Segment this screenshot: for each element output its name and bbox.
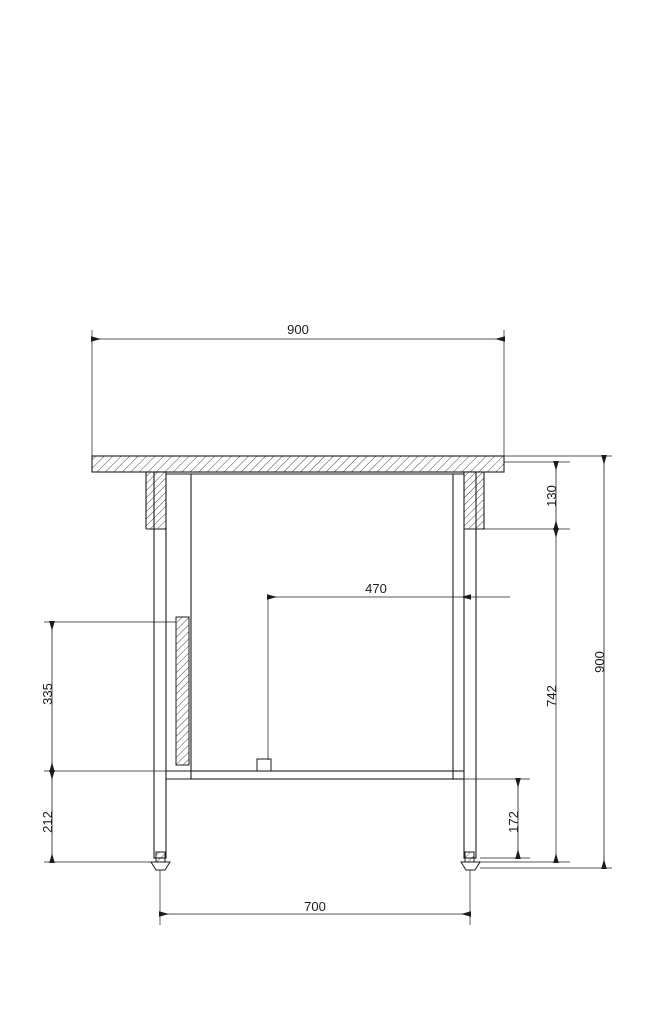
dimension-lower-segment [44, 771, 151, 862]
dimension-label-top-width: 900 [287, 322, 309, 337]
table-geometry [92, 456, 504, 870]
lower-shelf-rail [166, 771, 464, 779]
dimension-label-lower-segment: 212 [40, 811, 55, 833]
dimension-top-width [92, 330, 504, 456]
center-bracket [257, 759, 271, 771]
dimension-label-foot-span: 700 [304, 899, 326, 914]
dimension-label-frame-height: 742 [544, 685, 559, 707]
upper-apron-rail [166, 474, 464, 771]
dimension-foot-span [160, 870, 470, 925]
dimension-label-rail-height: 172 [506, 811, 521, 833]
dimension-label-inner-width: 470 [365, 581, 387, 596]
left-inner-panel [176, 617, 189, 765]
right-leg [464, 472, 484, 858]
dimension-label-total-height: 900 [592, 651, 607, 673]
table-top-slab [92, 456, 504, 472]
dimension-label-top-thickness: 130 [544, 485, 559, 507]
dimension-labels [40, 322, 607, 914]
dimension-annotations [44, 330, 612, 925]
left-leg [146, 472, 166, 858]
dimension-label-upper-segment: 335 [40, 683, 55, 705]
